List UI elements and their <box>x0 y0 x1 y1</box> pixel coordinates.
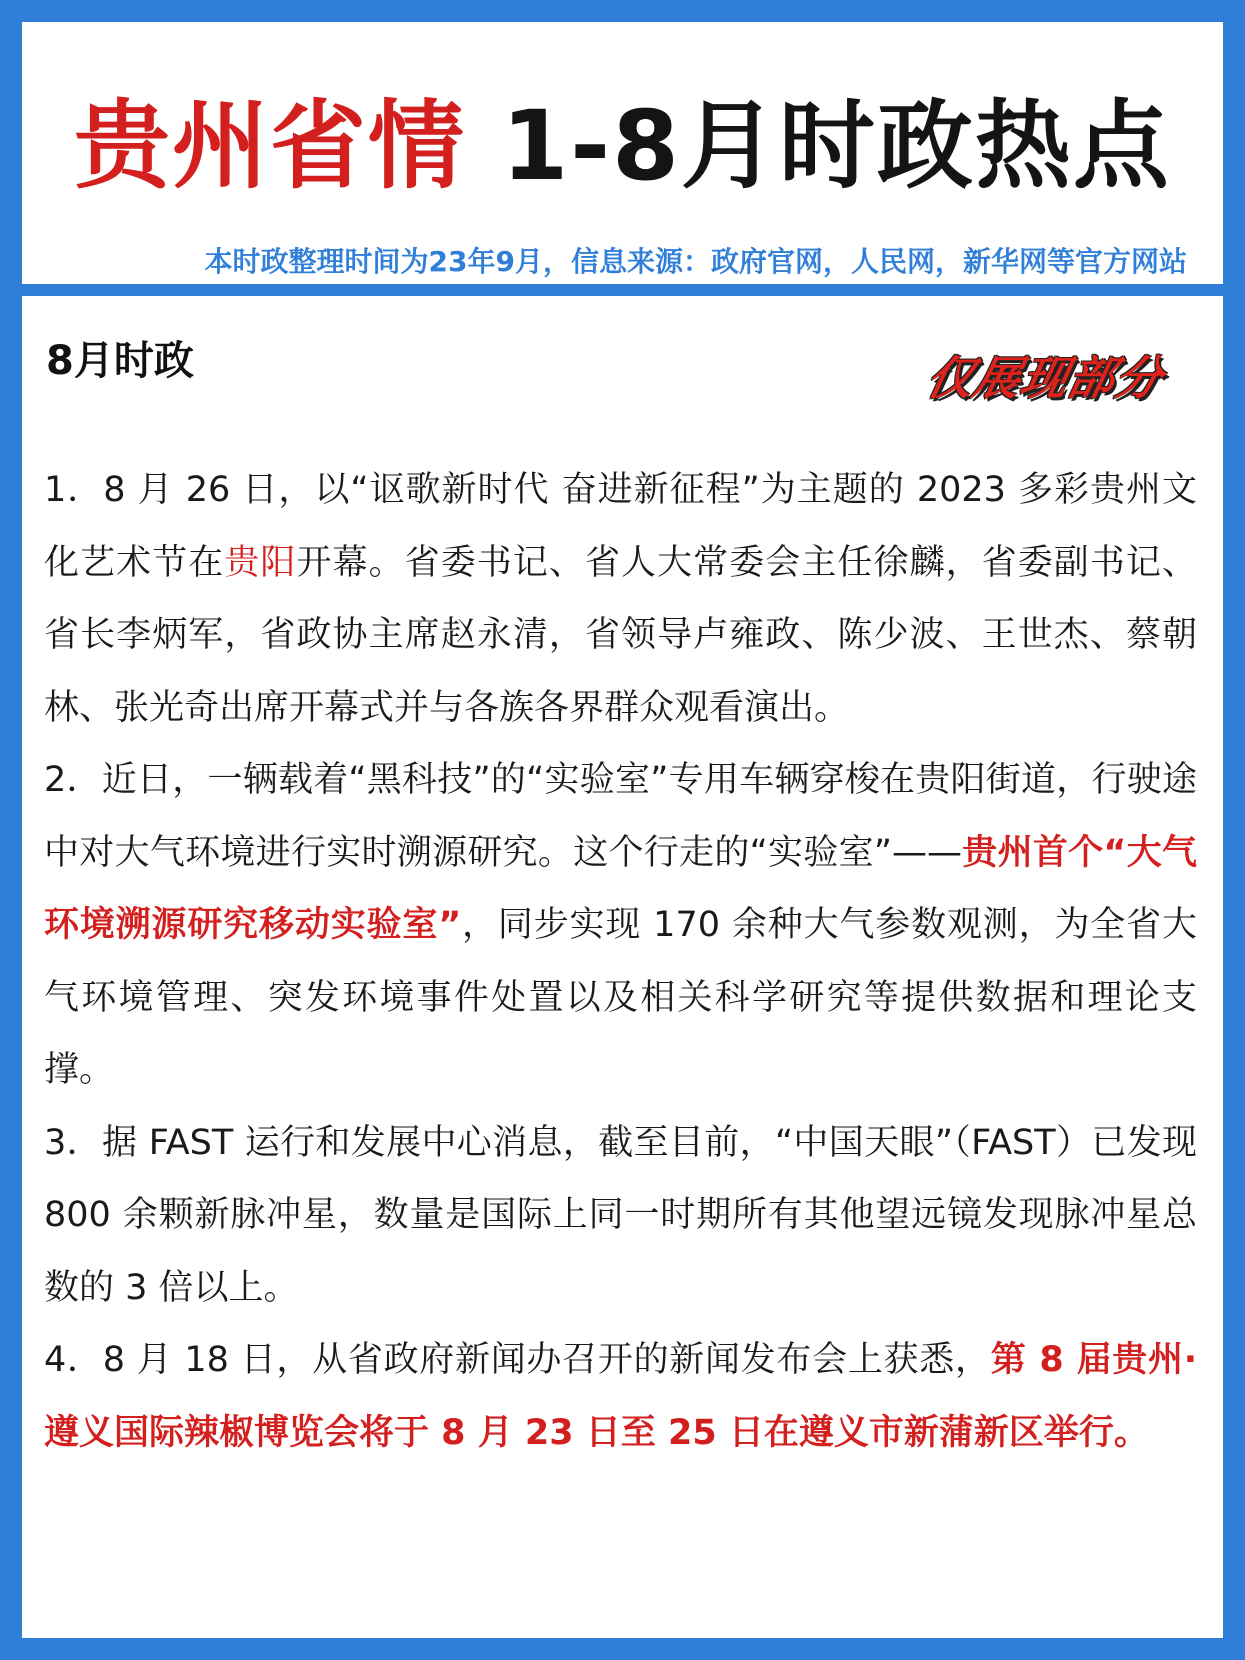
news-list <box>44 454 1197 1469</box>
news-highlight: 第 8 届贵州·遵义国际辣椒博览会将于 8 月 23 日至 25 日在遵义市新蒲新区举行。 <box>44 1340 1197 1453</box>
news-text: 2．近日，一辆载着“黑科技”的“实验室”专用车辆穿梭在贵阳街道，行驶途中对大气环境进行实时溯源研究。这个行走的“实验室”—— <box>44 760 1197 873</box>
page-title <box>22 86 1223 206</box>
title-red-part: 贵州省情 <box>74 90 467 202</box>
source-note: 本时政整理时间为23年9月，信息来源：政府官网，人民网，新华网等官方网站 <box>204 245 1187 278</box>
news-item-1 <box>44 454 1197 744</box>
news-text: 4．8 月 18 日，从省政府新闻办召开的新闻发布会上获悉， <box>44 1340 991 1380</box>
news-text: ，同步实现 170 余种大气参数观测，为全省大气环境管理、突发环境事件处置以及相关科学研究等提供数据和理论支撑。 <box>44 905 1197 1090</box>
content-panel <box>22 296 1223 1638</box>
news-highlight: 贵阳 <box>224 542 297 583</box>
title-black-part: 1-8月时政热点 <box>501 90 1171 202</box>
news-item-3 <box>44 1107 1197 1325</box>
news-item-2 <box>44 744 1197 1107</box>
news-item-4 <box>44 1324 1197 1469</box>
news-text: 开幕。省委书记、省人大常委会主任徐麟，省委副书记、省长李炳军，省政协主席赵永清，省领导卢雍政、陈少波、王世杰、蔡朝林、张光奇出席开幕式并与各族各界群众观看演出。 <box>44 542 1197 728</box>
news-text: 1．8 月 26 日，以“讴歌新时代 奋进新征程”为主题的 2023 多彩贵州文化艺术节在 <box>44 470 1197 583</box>
news-highlight: 贵州首个“大气环境溯源研究移动实验室” <box>44 832 1197 945</box>
section-heading: 8月时政 <box>46 338 194 384</box>
header-panel <box>22 22 1223 288</box>
news-text: 3．据 FAST 运行和发展中心消息，截至目前，“中国天眼”（FAST）已发现 800 余颗新脉冲星，数量是国际上同一时期所有其他望远镜发现脉冲星总数的 3 倍以上。 <box>44 1122 1197 1308</box>
partial-display-stamp: 仅展现部分 <box>921 351 1169 405</box>
